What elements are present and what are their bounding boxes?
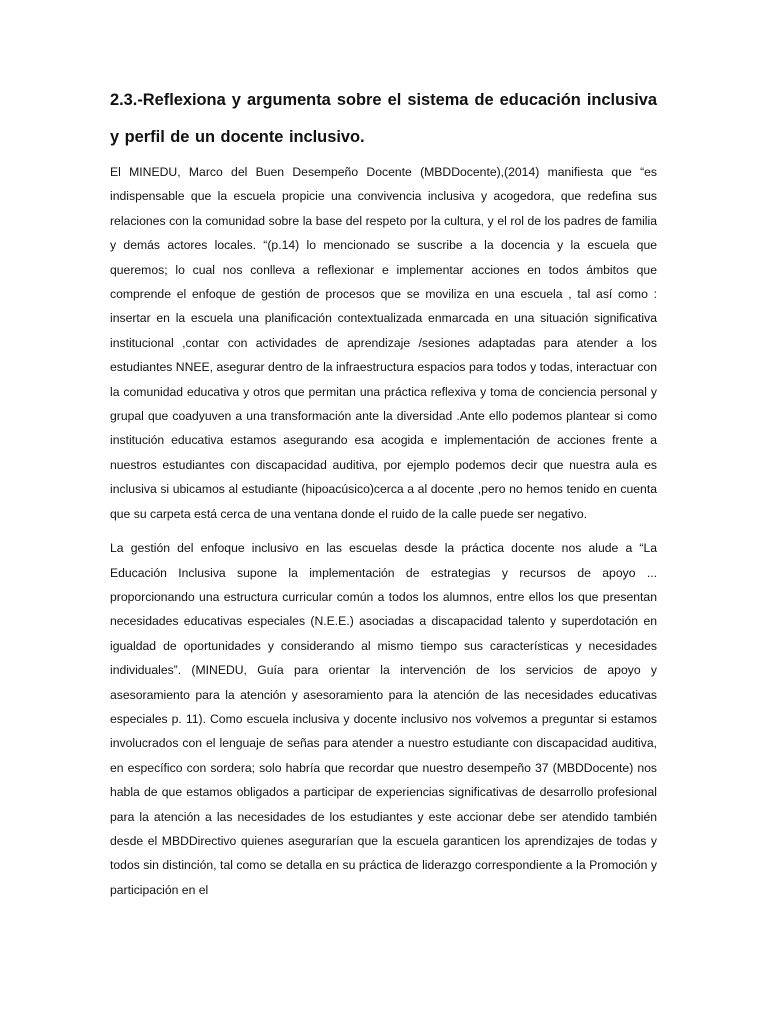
document-page <box>110 82 657 912</box>
section-heading: 2.3.-Reflexiona y argumenta sobre el sistema de educación inclusiva y perfil de un docente inclusivo. <box>110 91 657 146</box>
paragraph-2: La gestión del enfoque inclusivo en las escuelas desde la práctica docente nos alude a “La Educación Inclusiva supone la implementación de estrategias y recursos de apoyo ... proporcionando una estructura curricular común a todos los alumnos, entre ellos los que presentan necesidades educativas especiales (N.E.E.) asociadas a discapacidad talento y superdotación en igualdad de oportunidades y considerando al mismo tiempo sus características y necesidades individuales”. (MINEDU, Guía para orientar la intervención de los servicios de apoyo y asesoramiento para la atención y asesoramiento para la atención de las necesidades educativas especiales p. 11). Como escuela inclusiva y docente inclusivo nos volvemos a preguntar si estamos involucrados con el lenguaje de señas para atender a nuestro estudiante con discapacidad auditiva, en específico con sordera; solo habría que recordar que nuestro desempeño 37 (MBDDocente) nos habla de que estamos obligados a participar de experiencias significativas de desarrollo profesional para la atención a las necesidades de los estudiantes y este accionar debe ser atendido también desde el MBDDirectivo quienes asegurarían que la escuela garanticen los aprendizajes de todas y todos sin distinción, tal como se detalla en su práctica de liderazgo correspondiente a la Promoción y participación en el <box>110 541 657 897</box>
paragraph-1: El MINEDU, Marco del Buen Desempeño Docente (MBDDocente),(2014) manifiesta que “es indispensable que la escuela propicie una convivencia inclusiva y acogedora, que redefina sus relaciones con la comunidad sobre la base del respeto por la cultura, y el rol de los padres de familia y demás actores locales. “(p.14) lo mencionado se suscribe a la docencia y la escuela que queremos; lo cual nos conlleva a reflexionar e implementar acciones en todos ámbitos que comprende el enfoque de gestión de procesos que se moviliza en una escuela , tal así como : insertar en la escuela una planificación contextualizada enmarcada en una situación significativa institucional ,contar con actividades de aprendizaje /sesiones adaptadas para atender a los estudiantes NNEE, asegurar dentro de la infraestructura espacios para todos y todas, interactuar con la comunidad educativa y otros que permitan una práctica reflexiva y toma de conciencia personal y grupal que coadyuven a una transformación ante la diversidad .Ante ello podemos plantear si como institución educativa estamos asegurando esa acogida e implementación de acciones frente a nuestros estudiantes con discapacidad auditiva, por ejemplo podemos decir que nuestra aula es inclusiva si ubicamos al estudiante (hipoacúsico)cerca a al docente ,pero no hemos tenido en cuenta que su carpeta está cerca de una ventana donde el ruido de la calle puede ser negativo. <box>110 165 657 521</box>
